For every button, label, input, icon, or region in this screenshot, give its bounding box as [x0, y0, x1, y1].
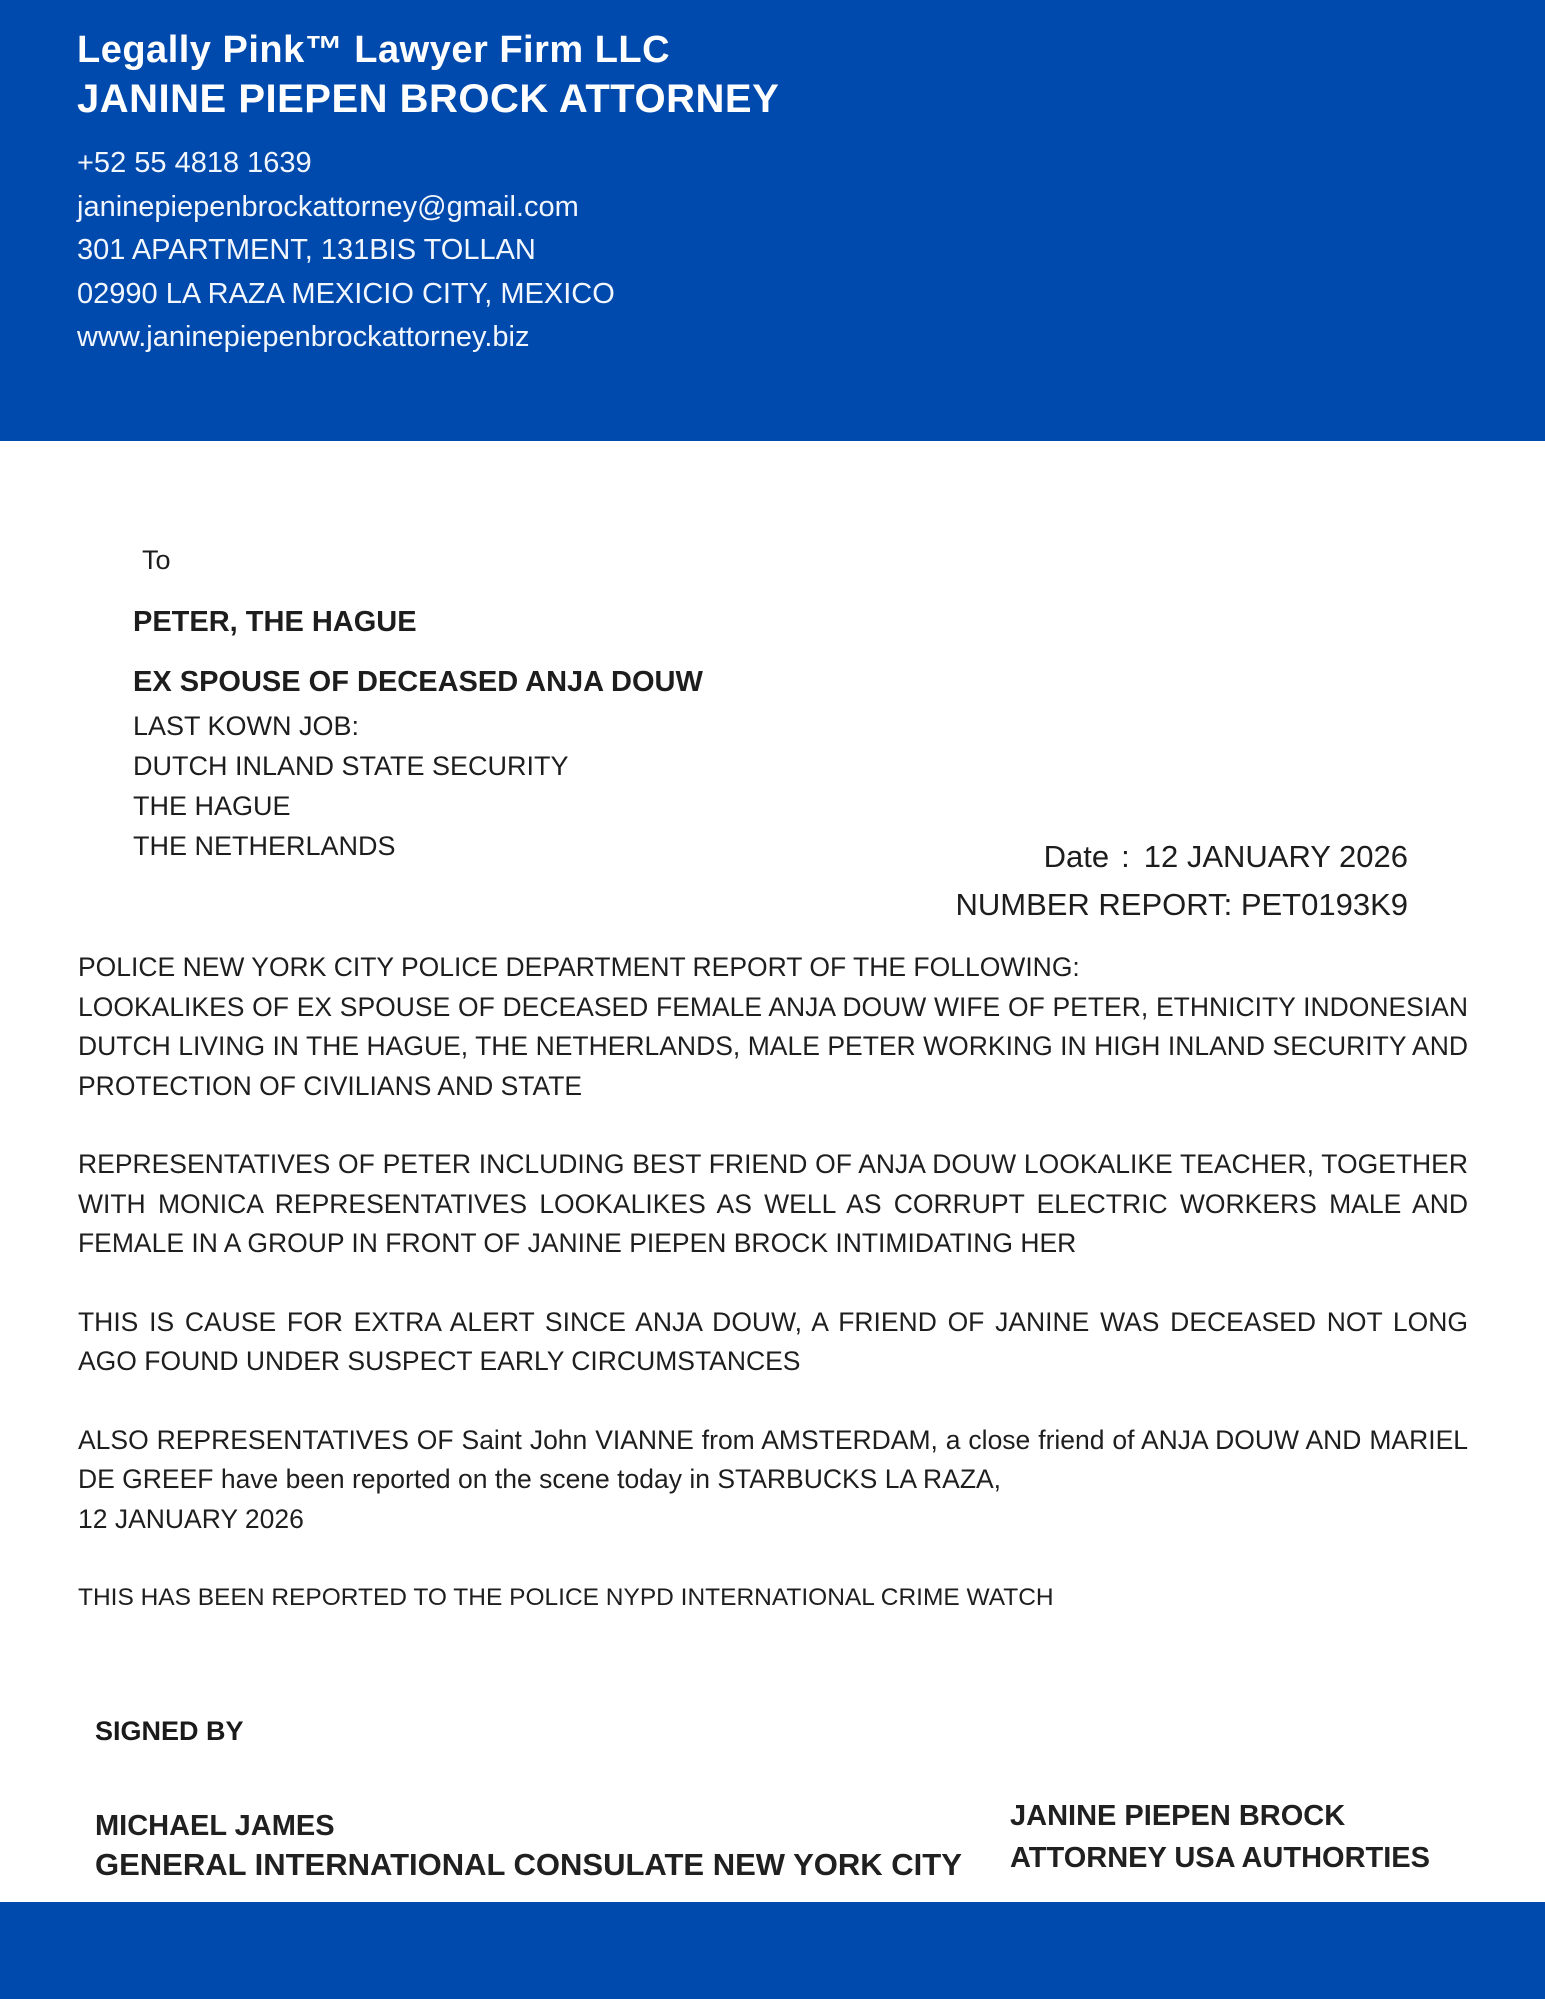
signature-left — [95, 1807, 962, 1885]
signature-row — [95, 1795, 1450, 1885]
signed-by-label: SIGNED BY — [95, 1716, 244, 1746]
recipient-block — [133, 540, 703, 866]
signature-right-name: JANINE PIEPEN BROCK — [1010, 1800, 1346, 1832]
date-line — [955, 833, 1408, 881]
recipient-name: PETER, THE HAGUE — [133, 606, 417, 638]
paragraph-reported-notice: THIS HAS BEEN REPORTED TO THE POLICE NYPD INTERNATIONAL CRIME WATCH — [78, 1584, 1054, 1611]
contact-address-line1: 301 APARTMENT, 131BIS TOLLAN — [77, 234, 536, 266]
signature-left-title: GENERAL INTERNATIONAL CONSULATE NEW YORK CITY — [95, 1847, 962, 1882]
signature-left-name: MICHAEL JAMES — [95, 1810, 335, 1842]
signature-right — [1010, 1795, 1450, 1879]
attorney-name: JANINE PIEPEN BROCK ATTORNEY — [77, 77, 780, 121]
paragraph-alert: THIS IS CAUSE FOR EXTRA ALERT SINCE ANJA DOUW, A FRIEND OF JANINE WAS DECEASED NOT LONG AGO FOUND UNDER SUSPECT EARLY CIRCUMSTANCES — [78, 1306, 1468, 1376]
meta-block — [955, 833, 1408, 929]
letter-body — [78, 948, 1468, 1657]
contact-website: www.janinepiepenbrockattorney.biz — [77, 321, 530, 353]
recipient-job-line: DUTCH INLAND STATE SECURITY — [133, 751, 569, 781]
recipient-job-line: THE NETHERLANDS — [133, 831, 396, 861]
contact-email: janinepiepenbrockattorney@gmail.com — [77, 190, 579, 223]
contact-phone: +52 55 4818 1639 — [77, 147, 312, 179]
paragraph-scene-date: 12 JANUARY 2026 — [78, 1503, 304, 1534]
date-value: 12 JANUARY 2026 — [1143, 839, 1408, 874]
recipient-relation: EX SPOUSE OF DECEASED ANJA DOUW — [133, 666, 703, 698]
report-number-line: NUMBER REPORT: PET0193K9 — [955, 887, 1408, 922]
paragraph-report — [78, 948, 1468, 1106]
paragraph-report-intro: POLICE NEW YORK CITY POLICE DEPARTMENT REPORT OF THE FOLLOWING: — [78, 952, 1080, 982]
paragraph-scene-main: ALSO REPRESENTATIVES OF Saint John VIANNE from AMSTERDAM, a close friend of ANJA DOUW AND MARIEL DE GREEF have been reported on the scene today in STARBUCKS LA RAZA, — [78, 1424, 1468, 1494]
footer-band — [0, 1902, 1545, 1999]
to-label: To — [142, 545, 171, 575]
contact-address-line2: 02990 LA RAZA MEXICIO CITY, MEXICO — [77, 277, 615, 310]
contact-list — [77, 142, 1485, 360]
date-label: Date — [1043, 839, 1110, 874]
paragraph-representatives: REPRESENTATIVES OF PETER INCLUDING BEST FRIEND OF ANJA DOUW LOOKALIKE TEACHER, TOGETHER WITH MONICA REPRESENTATIVES LOOKALIKES AS WELL AS CORRUPT ELECTRIC WORKERS MALE AND FEMALE IN A GROUP IN FRONT OF JANINE PIEPEN BROCK INTIMIDATING HER — [78, 1149, 1468, 1258]
signature-right-title: ATTORNEY USA AUTHORTIES — [1010, 1842, 1430, 1874]
paragraph-report-details: LOOKALIKES OF EX SPOUSE OF DECEASED FEMALE ANJA DOUW WIFE OF PETER, ETHNICITY INDONESIAN DUTCH LIVING IN THE HAGUE, THE NETHERLANDS, MALE PETER WORKING IN HIGH INLAND SECURITY AND PROTECTION OF CIVILIANS AND STATE — [78, 991, 1468, 1101]
recipient-job-label: LAST KOWN JOB: — [133, 711, 360, 741]
letterhead — [0, 0, 1545, 441]
paragraph-scene — [78, 1421, 1468, 1540]
recipient-job-line: THE HAGUE — [133, 791, 291, 821]
date-separator: : — [1121, 839, 1130, 874]
firm-name: Legally Pink™ Lawyer Firm LLC — [77, 29, 671, 71]
